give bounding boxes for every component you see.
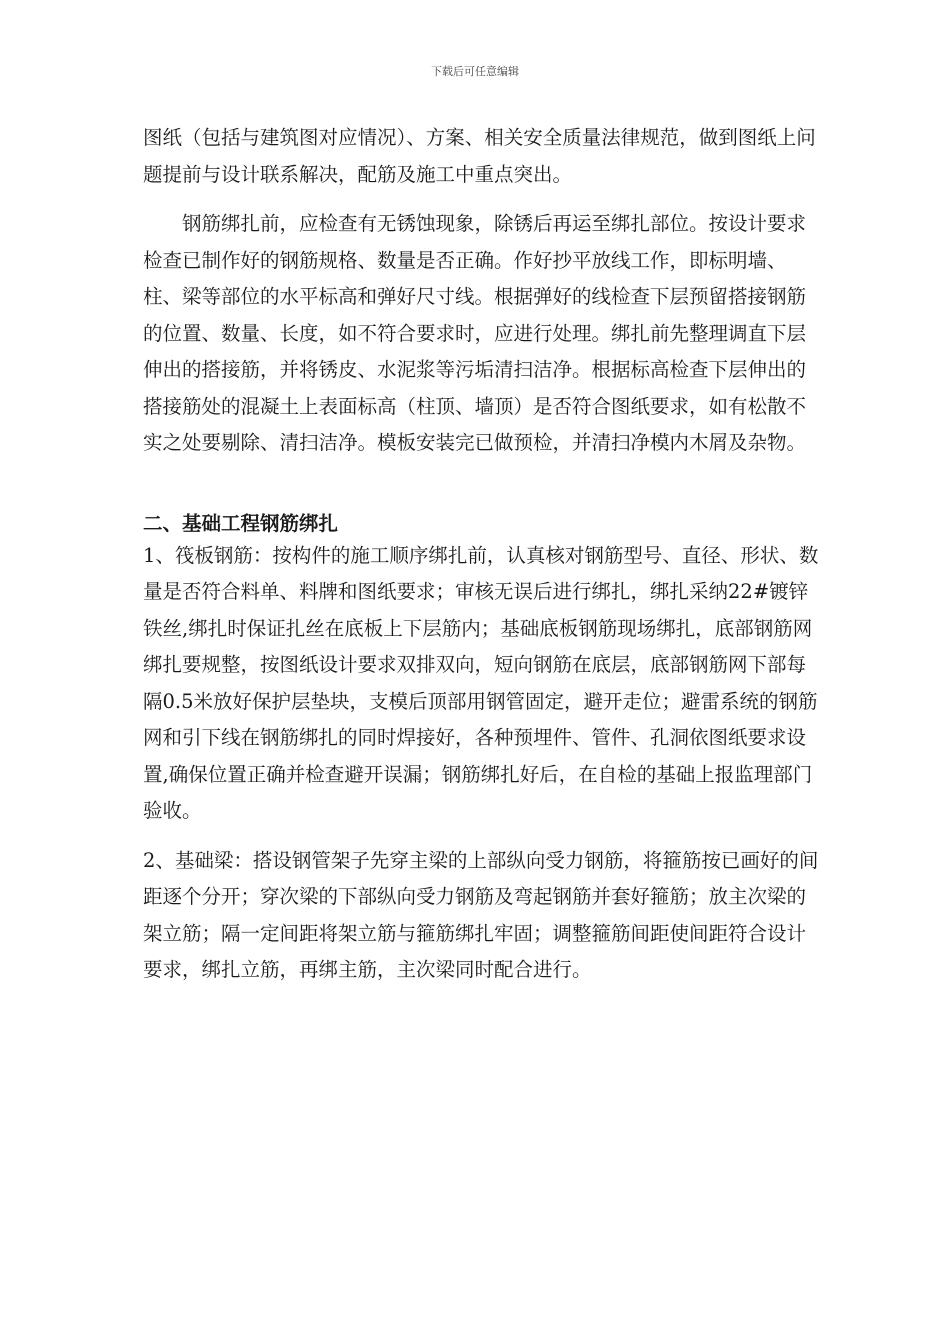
section-heading: 二、基础工程钢筋绑扎 (143, 511, 339, 535)
page-header: 下载后可任意编辑 (431, 65, 519, 78)
list-item-raft-rebar: 1、筏板钢筋：按构件的施工顺序绑扎前，认真核对钢筋型号、直径、形状、数量是否符合料单、料牌和图纸要求；审核无误后进行绑扎，绑扎采纳22#镀锌铁丝,绑扎时保证扎丝在底板上下层筋内；基础底板钢筋现场绑扎，底部钢筋网绑扎要规整，按图纸设计要求双排双向，短向钢筋在底层，底部钢筋网下部每隔0.5米放好保护层垫块，支模后顶部用钢管固定，避开走位；避雷系统的钢筋网和引下线在钢筋绑扎的同时焊接好，各种预埋件、管件、孔洞依图纸要求设置,确保位置正确并检查避开误漏；钢筋绑扎好后，在自检的基础上报监理部门验收。 (143, 543, 819, 822)
document-body (143, 120, 823, 989)
list-item-foundation-beam: 2、基础梁：搭设钢管架子先穿主梁的上部纵向受力钢筋，将箍筋按已画好的间距逐个分开；穿次梁的下部纵向受力钢筋及弯起钢筋并套好箍筋；放主次梁的架立筋；隔一定间距将架立筋与箍筋绑扎牢固；调整箍筋间距使间距符合设计要求，绑扎立筋，再绑主筋，主次梁同时配合进行。 (143, 848, 819, 981)
paragraph-rebar-preparation: 钢筋绑扎前，应检查有无锈蚀现象，除锈后再运至绑扎部位。按设计要求检查已制作好的钢筋规格、数量是否正确。作好抄平放线工作，即标明墙、柱、梁等部位的水平标高和弹好尺寸线。根据弹好的线检查下层预留搭接钢筋的位置、数量、长度，如不符合要求时，应进行处理。绑扎前先整理调直下层伸出的搭接筋，并将锈皮、水泥浆等污垢清扫洁净。根据标高检查下层伸出的搭接筋处的混凝土上表面标高（柱顶、墙顶）是否符合图纸要求，如有松散不实之处要剔除、清扫洁净。模板安装完已做预检，并清扫净模内木屑及杂物。 (143, 212, 807, 454)
paragraph-continuation: 图纸（包括与建筑图对应情况）、方案、相关安全质量法律规范，做到图纸上问题提前与设计联系解决，配筋及施工中重点突出。 (143, 126, 816, 186)
